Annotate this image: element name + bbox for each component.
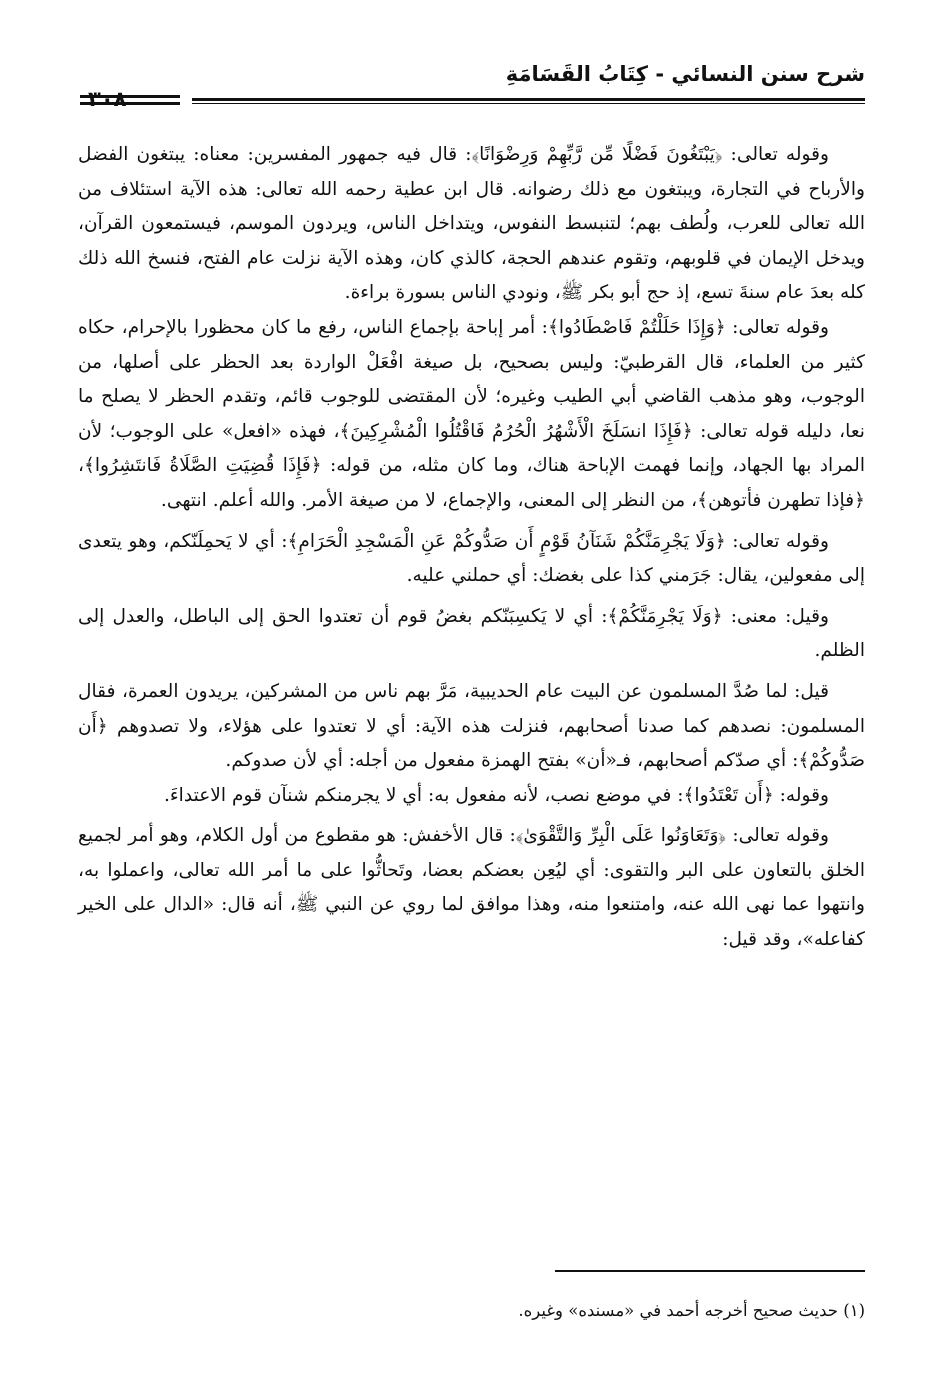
footnote: (١) حديث صحيح أخرجه أحمد في «مسنده» وغيره. xyxy=(518,1301,865,1320)
paragraph-4: وقيل: معنى: ﴿وَلَا يَجْرِمَنَّكُمْ﴾: أي لا يَكسِبَنّكم بغضُ قوم أن تعتدوا الحق إلى الباطل، والعدل إلى الظلم. xyxy=(78,605,865,662)
footnote-divider xyxy=(555,1270,865,1272)
page-number: ٣٠٨ xyxy=(88,87,127,111)
paragraph-1: وقوله تعالى: ﴿يَبْتَغُونَ فَضْلًا مِّن رَّبِّهِمْ وَرِضْوَانًا﴾: قال فيه جمهور المفسرين: معناه: يبتغون الفضل والأرباح في التجارة، ويبتغون مع ذلك رضوانه. قال ابن عطية رحمه الله تعالى: هذه الآية استئلاف من الله تعالى للعرب، ولُطف بهم؛ لتنبسط النفوس، ويتداخل الناس، ويردون الموسم، فيستمعون القرآن، ويدخل الإيمان في قلوبهم، وتقوم عندهم الحجة، كالذي كان، وهذه الآية نزلت عام الفتح، فنسخ الله ذلك كله بعدَ عام سنةَ تسع، إذ حج أبو بكر ﷺ، ونودي الناس بسورة براءة. xyxy=(78,144,865,304)
page-number-rule-bottom xyxy=(80,102,180,105)
paragraph-5: قيل: لما صُدَّ المسلمون عن البيت عام الحديبية، مَرَّ بهم ناس من المشركين، يريدون العمرة، فقال المسلمون: نصدهم كما صدنا أصحابهم، فنزلت هذه الآية: أي لا تعتدوا على هؤلاء، ولا تصدوهم ﴿أَن صَدُّوكُمْ﴾: أي صدّكم أصحابهم، فـ«أن» بفتح الهمزة مفعول من أجله: أي لأن صدوكم. xyxy=(78,680,865,772)
header-rule xyxy=(192,98,865,101)
paragraph-6: وقوله: ﴿أَن تَعْتَدُوا﴾: في موضع نصب، لأنه مفعول به: أي لا يجرمنكم شنآن قوم الاعتداءَ. xyxy=(164,784,829,806)
page-number-rule-top xyxy=(80,95,180,98)
page-header xyxy=(80,62,865,122)
paragraph-2: وقوله تعالى: ﴿وَإِذَا حَلَلْتُمْ فَاصْطَادُوا﴾: أمر إباحة بإجماع الناس، رفع ما كان محظورا بالإحرام، حكاه كثير من العلماء، قال القرطبيّ: وليس بصحيح، بل صيغة افْعَلْ الواردة بعد الحظر على أصلها، من الوجوب، وهو مذهب القاضي أبي الطيب وغيره؛ لأن المقتضى للوجوب قائم، وتقدم الحظر لا يصلح ما نعا، دليله قوله تعالى: ﴿فَإِذَا انسَلَخَ الْأَشْهُرُ الْحُرُمُ فَاقْتُلُوا الْمُشْرِكِينَ﴾، فهذه «افعل» على الوجوب؛ لأن المراد بها الجهاد، وإنما فهمت الإباحة هناك، وما كان مثله، من قوله: ﴿فَإِذَا قُضِيَتِ الصَّلَاةُ فَانتَشِرُوا﴾، ﴿فإذا تطهرن فأتوهن﴾، من النظر إلى المعنى، والإجماع، لا من صيغة الأمر. والله أعلم. انتهى. xyxy=(78,316,865,511)
body-text xyxy=(78,138,865,958)
paragraph-3: وقوله تعالى: ﴿وَلَا يَجْرِمَنَّكُمْ شَنَآنُ قَوْمٍ أَن صَدُّوكُمْ عَنِ الْمَسْجِدِ الْحَرَامِ﴾: أي لا يَحمِلَنّكم، وهو يتعدى إلى مفعولين، يقال: جَرَمني كذا على بغضك: أي حملني عليه. xyxy=(78,530,865,587)
header-rule-thin xyxy=(192,103,865,104)
paragraph-7: وقوله تعالى: ﴿وَتَعَاوَنُوا عَلَى الْبِرِّ وَالتَّقْوَىٰ﴾: قال الأخفش: هو مقطوع من أول الكلام، وهو أمر لجميع الخلق بالتعاون على البر والتقوى: أي ليُعِن بعضكم بعضا، وتَحاثُّوا على ما أمر الله تعالى، واعملوا به، وانتهوا عما نهى الله عنه، وامتنعوا منه، وهذا موافق لما روي عن النبي ﷺ، أنه قال: «الدال على الخير كفاعله»، وقد قيل: xyxy=(78,825,865,951)
book-title: شرح سنن النسائي - كِتَابُ القَسَامَةِ xyxy=(505,62,865,86)
